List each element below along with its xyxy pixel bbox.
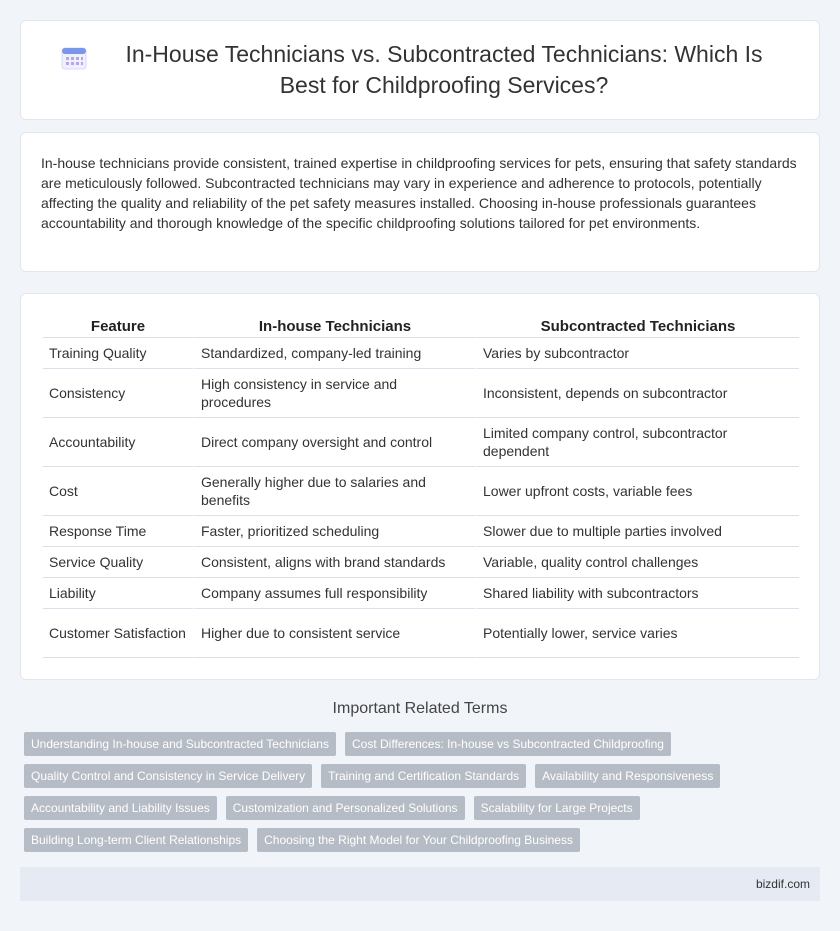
subcontracted-cell: Lower upfront costs, variable fees <box>475 467 799 516</box>
table-header-row <box>43 316 799 338</box>
header-feature: Feature <box>43 316 193 338</box>
feature-cell: Consistency <box>43 369 193 418</box>
in-house-cell: Higher due to consistent service <box>193 609 475 658</box>
in-house-cell: Generally higher due to salaries and benefits <box>193 467 475 516</box>
feature-cell: Response Time <box>43 516 193 547</box>
in-house-cell: Standardized, company-led training <box>193 338 475 369</box>
in-house-cell: Consistent, aligns with brand standards <box>193 547 475 578</box>
related-term-tag[interactable]: Scalability for Large Projects <box>474 796 640 820</box>
table-row <box>43 467 799 516</box>
header-subcontracted: Subcontracted Technicians <box>475 316 799 338</box>
title-card <box>20 20 820 120</box>
table-row <box>43 369 799 418</box>
related-term-tag[interactable]: Cost Differences: In-house vs Subcontracted Childproofing <box>345 732 671 756</box>
feature-cell: Accountability <box>43 418 193 467</box>
related-term-tag[interactable]: Accountability and Liability Issues <box>24 796 217 820</box>
in-house-cell: Direct company oversight and control <box>193 418 475 467</box>
subcontracted-cell: Limited company control, subcontractor dependent <box>475 418 799 467</box>
related-term-tag[interactable]: Quality Control and Consistency in Service Delivery <box>24 764 312 788</box>
intro-paragraph: In-house technicians provide consistent, trained expertise in childproofing services for pets, ensuring that safety standards are meticulously followed. Subcontracted technicians may vary in experience and adherence to protocols, potentially affecting the quality and reliability of the pet safety measures installed. Choosing in-house professionals guarantees accountability and thorough knowledge of the specific childproofing solutions tailored for pet environments. <box>41 155 797 231</box>
feature-cell: Service Quality <box>43 547 193 578</box>
table-row <box>43 418 799 467</box>
header-in-house: In-house Technicians <box>193 316 475 338</box>
in-house-cell: Company assumes full responsibility <box>193 578 475 609</box>
comparison-card <box>20 293 820 680</box>
in-house-cell: Faster, prioritized scheduling <box>193 516 475 547</box>
related-term-tag[interactable]: Customization and Personalized Solutions <box>226 796 465 820</box>
calendar-icon <box>61 46 87 70</box>
subcontracted-cell: Inconsistent, depends on subcontractor <box>475 369 799 418</box>
table-row <box>43 338 799 369</box>
footer-site-link[interactable]: bizdif.com <box>755 877 810 891</box>
feature-cell: Cost <box>43 467 193 516</box>
page-title: In-House Technicians vs. Subcontracted Technicians: Which Is Best for Childproofing Services? <box>125 41 763 98</box>
related-term-tag[interactable]: Choosing the Right Model for Your Childproofing Business <box>257 828 580 852</box>
subcontracted-cell: Shared liability with subcontractors <box>475 578 799 609</box>
subcontracted-cell: Potentially lower, service varies <box>475 609 799 658</box>
related-terms-heading: Important Related Terms <box>332 700 508 717</box>
in-house-cell: High consistency in service and procedures <box>193 369 475 418</box>
table-row <box>43 578 799 609</box>
related-term-tag[interactable]: Understanding In-house and Subcontracted Technicians <box>24 732 336 756</box>
feature-cell: Customer Satisfaction <box>43 609 193 658</box>
feature-cell: Training Quality <box>43 338 193 369</box>
table-row <box>43 547 799 578</box>
footer <box>20 867 820 901</box>
related-term-tag[interactable]: Training and Certification Standards <box>321 764 526 788</box>
subcontracted-cell: Varies by subcontractor <box>475 338 799 369</box>
subcontracted-cell: Slower due to multiple parties involved <box>475 516 799 547</box>
comparison-table <box>43 316 799 658</box>
related-term-tag[interactable]: Building Long-term Client Relationships <box>24 828 248 852</box>
subcontracted-cell: Variable, quality control challenges <box>475 547 799 578</box>
intro-card <box>20 132 820 272</box>
feature-cell: Liability <box>43 578 193 609</box>
table-row <box>43 516 799 547</box>
table-row <box>43 609 799 658</box>
related-terms-list <box>24 732 820 860</box>
related-term-tag[interactable]: Availability and Responsiveness <box>535 764 720 788</box>
